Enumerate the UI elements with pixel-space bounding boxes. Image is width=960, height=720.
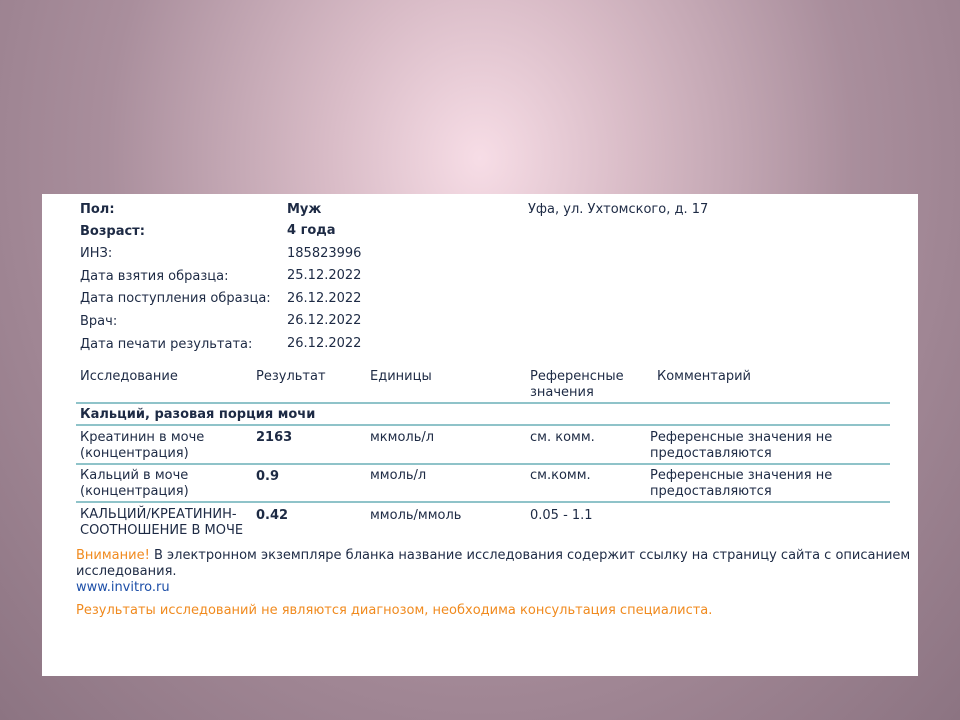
column-header-result: Результат [256,369,326,384]
doctor-label: Врач: [80,314,118,329]
row1-reference: см. комм. [530,430,595,445]
age-label: Возраст: [80,224,145,239]
column-header-reference-line1: Референсные [530,369,624,384]
table-divider [76,424,890,426]
sex-label: Пол: [80,202,115,217]
print-date-label: Дата печати результата: [80,337,253,352]
column-header-comment: Комментарий [657,369,751,384]
column-header-study: Исследование [80,369,178,384]
print-date-value: 26.12.2022 [287,336,362,351]
attention-text-line1: В электронном экземпляре бланка название исследования содержит ссылку на страницу сайта с описанием [149,548,911,563]
age-value: 4 года [287,223,336,238]
row2-comment-line1: Референсные значения не [650,468,833,483]
sample-taken-value: 25.12.2022 [287,268,362,283]
row1-units: мкмоль/л [370,430,435,445]
attention-text-line2: исследования. [76,564,177,579]
row3-reference: 0.05 - 1.1 [530,508,593,523]
lab-result-sheet [42,194,918,676]
column-header-reference-line2: значения [530,385,594,400]
inz-value: 185823996 [287,246,362,261]
row2-reference: см.комм. [530,468,591,483]
table-divider [76,463,890,465]
table-divider [76,402,890,404]
row1-name-line2: (концентрация) [80,446,189,461]
row3-result: 0.42 [256,508,289,523]
row2-name-line1: Кальций в моче [80,468,189,483]
row3-units: ммоль/ммоль [370,508,462,523]
row2-comment-line2: предоставляются [650,484,772,499]
attention-label: Внимание! [76,548,150,563]
lab-address: Уфа, ул. Ухтомского, д. 17 [528,202,709,217]
column-header-units: Единицы [370,369,432,384]
row2-units: ммоль/л [370,468,427,483]
sample-received-label: Дата поступления образца: [80,291,271,306]
doctor-value: 26.12.2022 [287,313,362,328]
inz-label: ИНЗ: [80,246,113,261]
sample-received-value: 26.12.2022 [287,291,362,306]
row1-comment-line2: предоставляются [650,446,772,461]
row3-name-line2: СООТНОШЕНИЕ В МОЧЕ [80,523,244,538]
section-title: Кальций, разовая порция мочи [80,407,316,422]
sex-value: Муж [287,202,322,217]
row1-name-line1: Креатинин в моче [80,430,205,445]
row1-result: 2163 [256,430,293,445]
attention-note [76,548,910,563]
row2-name-line2: (концентрация) [80,484,189,499]
sample-taken-label: Дата взятия образца: [80,269,229,284]
website-link[interactable]: www.invitro.ru [76,580,170,595]
disclaimer: Результаты исследований не являются диагнозом, необходима консультация специалиста. [76,603,713,618]
row1-comment-line1: Референсные значения не [650,430,833,445]
table-divider [76,501,890,503]
row2-result: 0.9 [256,469,280,484]
row3-name-line1: КАЛЬЦИЙ/КРЕАТИНИН- [80,507,237,522]
